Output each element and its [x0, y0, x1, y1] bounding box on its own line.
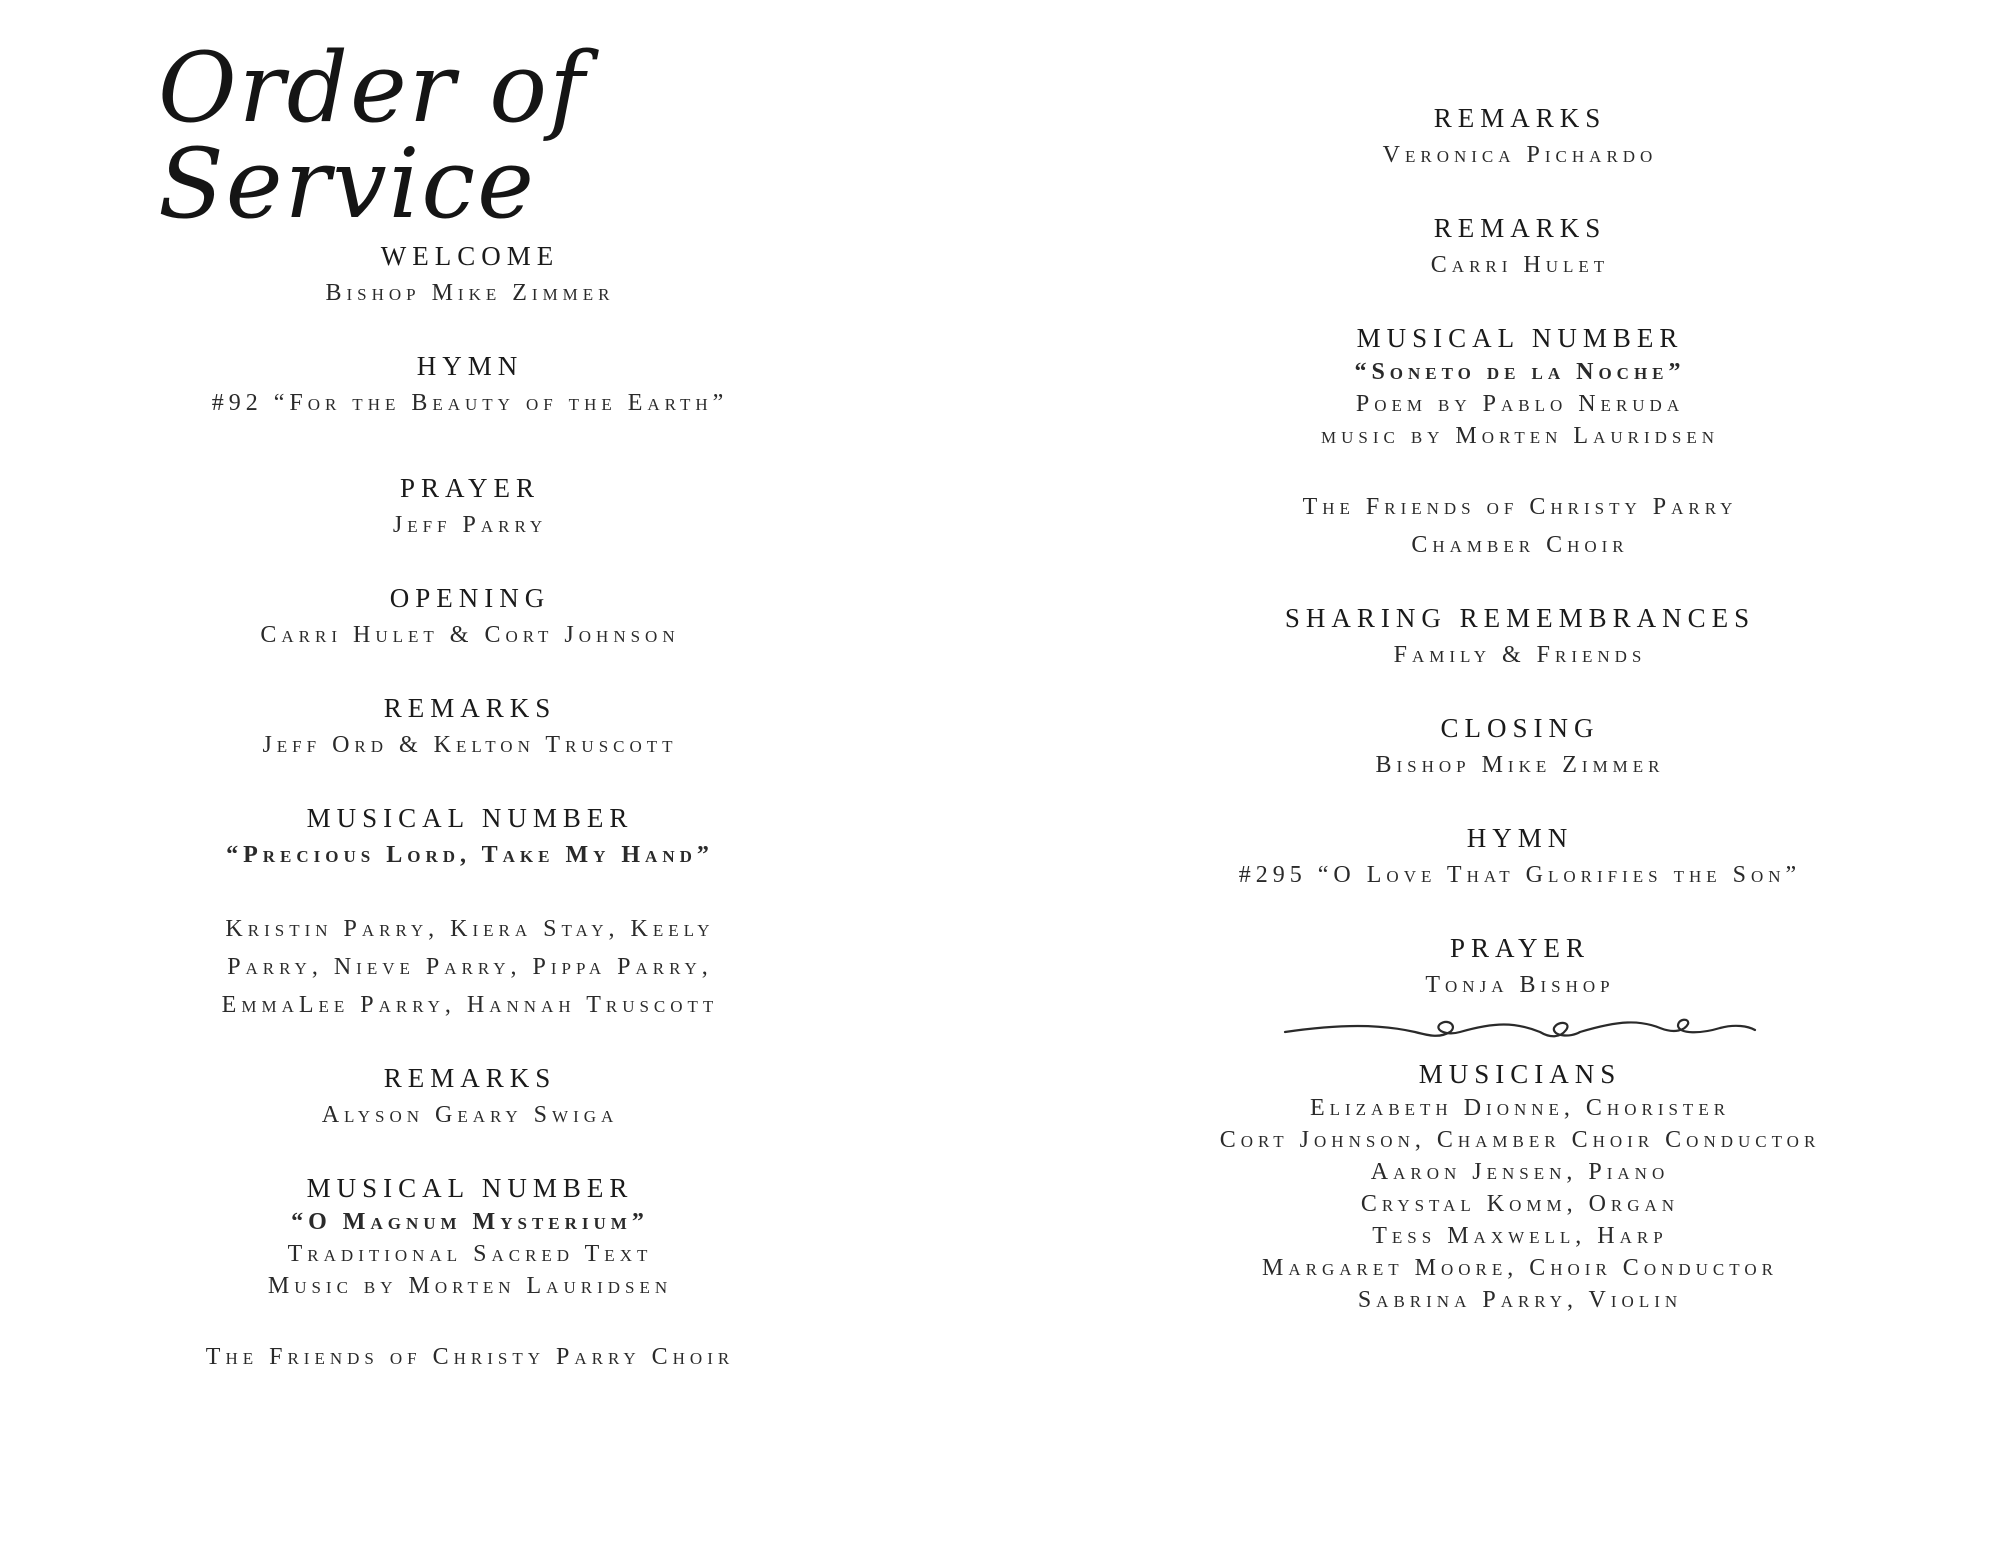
section-line: #295 “O Love That Glorifies the Son”: [1238, 862, 1802, 888]
performers-block: [120, 1338, 820, 1376]
performer-line: Chamber Choir: [1411, 532, 1629, 558]
page-title: Order of Service: [158, 32, 587, 240]
section-line: Tonja Bishop: [1425, 972, 1615, 998]
section-line: Bishop Mike Zimmer: [1375, 752, 1665, 778]
sharing-remembrances-section: [1155, 600, 1885, 674]
remarks-section: [1155, 100, 1885, 174]
section-heading: REMARKS: [1433, 213, 1607, 243]
musician-line: Margaret Moore, Choir Conductor: [1262, 1255, 1778, 1281]
section-line: Carri Hulet & Cort Johnson: [260, 622, 680, 648]
section-heading: REMARKS: [383, 693, 557, 723]
section-heading: PRAYER: [1449, 933, 1591, 963]
section-line: music by Morten Lauridsen: [1320, 423, 1720, 449]
hymn-section: [120, 348, 820, 422]
musical-number-section: [120, 1170, 820, 1302]
section-line: Veronica Pichardo: [1382, 142, 1658, 168]
section-line: Poem by Pablo Neruda: [1355, 391, 1685, 417]
section-heading: CLOSING: [1440, 713, 1600, 743]
section-line: Family & Friends: [1393, 642, 1647, 668]
song-title: “Precious Lord, Take My Hand”: [226, 842, 714, 868]
musical-number-section: [1155, 320, 1885, 452]
section-line: Carri Hulet: [1430, 252, 1610, 278]
section-line: Traditional Sacred Text: [287, 1241, 653, 1267]
section-heading: SHARING REMEMBRANCES: [1284, 603, 1756, 633]
performers-block: [120, 910, 820, 1024]
right-column: [1155, 100, 1885, 1316]
performer-line: Kristin Parry, Kiera Stay, Keely: [225, 916, 715, 942]
section-heading: MUSICIANS: [1418, 1059, 1622, 1089]
remarks-section: [120, 690, 820, 764]
section-heading: REMARKS: [1433, 103, 1607, 133]
welcome-section: [120, 238, 820, 312]
section-line: Music by Morten Lauridsen: [267, 1273, 673, 1299]
performer-line: Parry, Nieve Parry, Pippa Parry,: [227, 954, 713, 980]
section-line: #92 “For the Beauty of the Earth”: [211, 390, 729, 416]
section-heading: OPENING: [389, 583, 551, 613]
left-column: [120, 32, 820, 1376]
section-line: Jeff Parry: [392, 512, 548, 538]
remarks-section: [1155, 210, 1885, 284]
musician-line: Sabrina Parry, Violin: [1357, 1287, 1683, 1313]
section-heading: MUSICAL NUMBER: [306, 803, 634, 833]
closing-section: [1155, 710, 1885, 784]
section-heading: PRAYER: [399, 473, 541, 503]
prayer-section: [1155, 930, 1885, 1004]
musician-line: Elizabeth Dionne, Chorister: [1309, 1095, 1731, 1121]
remarks-section: [120, 1060, 820, 1134]
section-line: Jeff Ord & Kelton Truscott: [262, 732, 678, 758]
hymn-section: [1155, 820, 1885, 894]
musician-line: Cort Johnson, Chamber Choir Conductor: [1219, 1127, 1821, 1153]
section-line: Bishop Mike Zimmer: [325, 280, 615, 306]
performer-line: The Friends of Christy Parry Choir: [205, 1344, 735, 1370]
prayer-section: [120, 470, 820, 544]
song-title: “O Magnum Mysterium”: [291, 1209, 649, 1235]
opening-section: [120, 580, 820, 654]
performers-block: [1155, 488, 1885, 564]
section-heading: HYMN: [416, 351, 524, 381]
section-heading: MUSICAL NUMBER: [1356, 323, 1684, 353]
section-heading: HYMN: [1466, 823, 1574, 853]
musician-line: Tess Maxwell, Harp: [1372, 1223, 1668, 1249]
musical-number-section: [120, 800, 820, 874]
section-heading: WELCOME: [380, 241, 560, 271]
flourish-divider-icon: [1280, 1010, 1760, 1050]
performer-line: EmmaLee Parry, Hannah Truscott: [221, 992, 719, 1018]
musicians-section: [1155, 1056, 1885, 1316]
musician-line: Aaron Jensen, Piano: [1370, 1159, 1670, 1185]
musician-line: Crystal Komm, Organ: [1360, 1191, 1680, 1217]
song-title: “Soneto de la Noche”: [1354, 359, 1686, 385]
section-heading: MUSICAL NUMBER: [306, 1173, 634, 1203]
section-line: Alyson Geary Swiga: [321, 1102, 619, 1128]
section-heading: REMARKS: [383, 1063, 557, 1093]
performer-line: The Friends of Christy Parry: [1302, 494, 1738, 520]
